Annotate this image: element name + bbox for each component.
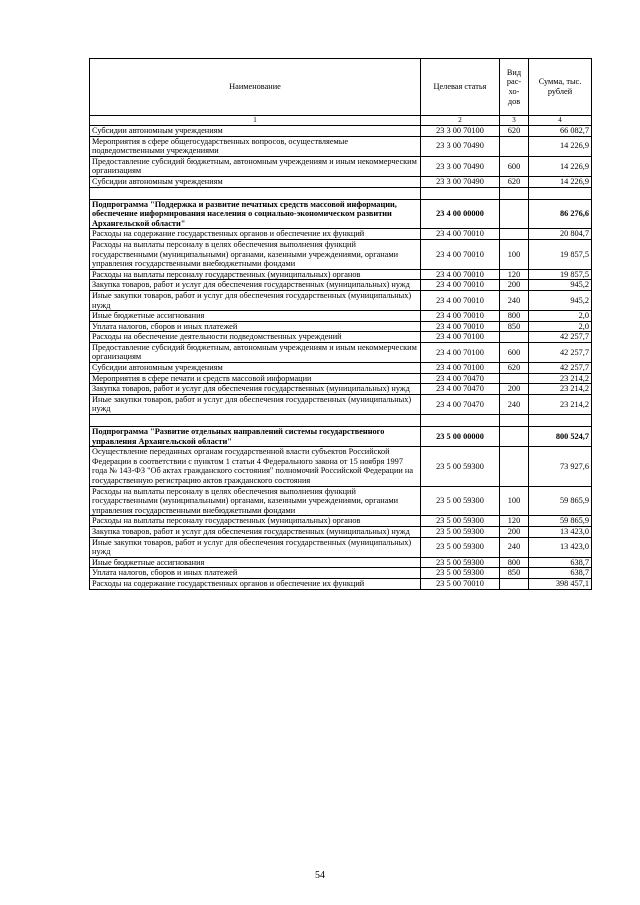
row-sum-cell: 59 865,9 xyxy=(529,486,592,516)
row-vid-cell xyxy=(500,578,529,589)
row-sum-cell: 19 857,5 xyxy=(529,269,592,280)
row-sum-cell: 42 257,7 xyxy=(529,363,592,374)
header-row xyxy=(90,59,592,116)
column-number: 2 xyxy=(421,116,500,126)
row-sum-cell: 20 804,7 xyxy=(529,229,592,240)
table-row xyxy=(90,199,592,229)
row-code-cell: 23 3 00 70490 xyxy=(421,136,500,156)
row-sum-cell: 42 257,7 xyxy=(529,332,592,343)
table-body xyxy=(90,126,592,590)
budget-table xyxy=(89,58,592,590)
row-name-cell: Расходы на выплаты персоналу в целях обеспечения выполнения функций государственными (муниципальными) органами, казенными учреждениями, органами управления государственными внебюджетными фондами xyxy=(90,486,421,516)
row-code-cell: 23 4 00 70010 xyxy=(421,290,500,310)
table-row xyxy=(90,239,592,269)
column-number: 3 xyxy=(500,116,529,126)
row-sum-cell: 2,0 xyxy=(529,321,592,332)
row-sum-cell: 14 226,9 xyxy=(529,156,592,176)
row-name-cell: Уплата налогов, сборов и иных платежей xyxy=(90,321,421,332)
row-name-cell: Мероприятия в сфере общегосударственных вопросов, осуществляемые подведомственными учреждениями xyxy=(90,136,421,156)
row-name-cell: Предоставление субсидий бюджетным, автономным учреждениям и иным некоммерческим организациям xyxy=(90,156,421,176)
row-vid-cell xyxy=(500,229,529,240)
row-name-cell: Предоставление субсидий бюджетным, автономным учреждениям и иным некоммерческим организациям xyxy=(90,342,421,362)
row-name-cell: Мероприятия в сфере печати и средств массовой информации xyxy=(90,373,421,384)
row-code-cell: 23 4 00 70010 xyxy=(421,229,500,240)
row-vid-cell: 850 xyxy=(500,568,529,579)
table-row xyxy=(90,156,592,176)
table-row xyxy=(90,321,592,332)
header-vid: Вид рас- хо- дов xyxy=(500,59,529,116)
row-code-cell: 23 5 00 59300 xyxy=(421,486,500,516)
row-code-cell: 23 4 00 70010 xyxy=(421,269,500,280)
page-number: 54 xyxy=(315,870,325,881)
table-row xyxy=(90,176,592,187)
budget-table-container xyxy=(89,58,591,590)
table-row xyxy=(90,557,592,568)
row-code-cell: 23 4 00 70010 xyxy=(421,321,500,332)
row-sum-cell: 398 457,1 xyxy=(529,578,592,589)
spacer-row xyxy=(90,187,592,199)
row-vid-cell: 120 xyxy=(500,269,529,280)
row-code-cell: 23 3 00 70490 xyxy=(421,176,500,187)
row-vid-cell: 200 xyxy=(500,384,529,395)
table-row xyxy=(90,342,592,362)
row-vid-cell xyxy=(500,199,529,229)
column-number: 1 xyxy=(90,116,421,126)
row-vid-cell: 800 xyxy=(500,557,529,568)
table-row xyxy=(90,373,592,384)
row-code-cell: 23 5 00 59300 xyxy=(421,526,500,537)
table-row xyxy=(90,290,592,310)
row-sum-cell: 66 082,7 xyxy=(529,126,592,137)
table-row xyxy=(90,229,592,240)
row-vid-cell xyxy=(500,187,529,199)
row-sum-cell: 638,7 xyxy=(529,557,592,568)
row-code-cell: 23 4 00 70010 xyxy=(421,311,500,322)
row-sum-cell: 2,0 xyxy=(529,311,592,322)
row-name-cell: Подпрограмма "Развитие отдельных направлений системы государственного управления Архангельской области" xyxy=(90,427,421,447)
table-row xyxy=(90,269,592,280)
row-code-cell: 23 5 00 70010 xyxy=(421,578,500,589)
row-vid-cell: 240 xyxy=(500,394,529,414)
row-sum-cell: 14 226,9 xyxy=(529,176,592,187)
table-row xyxy=(90,136,592,156)
row-sum-cell: 945,2 xyxy=(529,290,592,310)
row-name-cell: Иные закупки товаров, работ и услуг для обеспечения государственных (муниципальных) нужд xyxy=(90,290,421,310)
row-vid-cell xyxy=(500,373,529,384)
row-code-cell: 23 4 00 70100 xyxy=(421,342,500,362)
row-code-cell: 23 5 00 59300 xyxy=(421,447,500,486)
row-vid-cell: 200 xyxy=(500,526,529,537)
row-sum-cell: 23 214,2 xyxy=(529,373,592,384)
row-vid-cell: 120 xyxy=(500,516,529,527)
row-vid-cell: 100 xyxy=(500,239,529,269)
row-name-cell xyxy=(90,415,421,427)
row-vid-cell xyxy=(500,332,529,343)
table-row xyxy=(90,486,592,516)
row-name-cell xyxy=(90,187,421,199)
row-sum-cell: 86 276,6 xyxy=(529,199,592,229)
row-vid-cell: 240 xyxy=(500,290,529,310)
row-vid-cell xyxy=(500,447,529,486)
column-number-row xyxy=(90,116,592,126)
row-vid-cell: 620 xyxy=(500,126,529,137)
row-code-cell: 23 4 00 70470 xyxy=(421,373,500,384)
row-code-cell: 23 5 00 59300 xyxy=(421,557,500,568)
row-code-cell: 23 4 00 70100 xyxy=(421,363,500,374)
row-name-cell: Иные закупки товаров, работ и услуг для обеспечения государственных (муниципальных) нужд xyxy=(90,394,421,414)
spacer-row xyxy=(90,415,592,427)
table-row xyxy=(90,394,592,414)
row-vid-cell xyxy=(500,427,529,447)
table-row xyxy=(90,280,592,291)
row-name-cell: Иные бюджетные ассигнования xyxy=(90,311,421,322)
row-vid-cell: 200 xyxy=(500,280,529,291)
row-sum-cell: 23 214,2 xyxy=(529,384,592,395)
row-name-cell: Субсидии автономным учреждениям xyxy=(90,363,421,374)
table-row xyxy=(90,568,592,579)
row-name-cell: Расходы на выплаты персоналу государственных (муниципальных) органов xyxy=(90,269,421,280)
table-row xyxy=(90,516,592,527)
row-code-cell: 23 5 00 59300 xyxy=(421,516,500,527)
column-number: 4 xyxy=(529,116,592,126)
row-code-cell: 23 4 00 70010 xyxy=(421,239,500,269)
row-code-cell: 23 5 00 00000 xyxy=(421,427,500,447)
row-name-cell: Иные бюджетные ассигнования xyxy=(90,557,421,568)
row-vid-cell: 240 xyxy=(500,537,529,557)
header-sum: Сумма, тыс. рублей xyxy=(529,59,592,116)
row-code-cell xyxy=(421,187,500,199)
row-name-cell: Расходы на выплаты персоналу в целях обеспечения выполнения функций государственными (муниципальными) органами, казенными учреждениями, органами управления государственными внебюджетными фондами xyxy=(90,239,421,269)
row-code-cell: 23 4 00 70010 xyxy=(421,280,500,291)
row-code-cell: 23 4 00 70470 xyxy=(421,384,500,395)
table-row xyxy=(90,126,592,137)
row-name-cell: Субсидии автономным учреждениям xyxy=(90,176,421,187)
row-sum-cell: 19 857,5 xyxy=(529,239,592,269)
row-name-cell: Закупка товаров, работ и услуг для обеспечения государственных (муниципальных) нужд xyxy=(90,384,421,395)
row-vid-cell: 620 xyxy=(500,363,529,374)
row-code-cell: 23 5 00 59300 xyxy=(421,537,500,557)
row-sum-cell: 14 226,9 xyxy=(529,136,592,156)
row-name-cell: Закупка товаров, работ и услуг для обеспечения государственных (муниципальных) нужд xyxy=(90,526,421,537)
row-sum-cell: 638,7 xyxy=(529,568,592,579)
row-sum-cell xyxy=(529,415,592,427)
row-name-cell: Осуществление переданных органам государственной власти субъектов Российской Федерации в соответствии с пунктом 1 статьи 4 Федерального закона от 15 ноября 1997 года № 143-ФЗ "Об актах гражданского состояния" полномочий Российской Федерации на государственную регистрацию актов гражданского состояния xyxy=(90,447,421,486)
row-name-cell: Расходы на обеспечение деятельности подведомственных учреждений xyxy=(90,332,421,343)
row-code-cell: 23 3 00 70490 xyxy=(421,156,500,176)
row-sum-cell: 23 214,2 xyxy=(529,394,592,414)
row-vid-cell: 600 xyxy=(500,342,529,362)
table-row xyxy=(90,537,592,557)
row-name-cell: Расходы на содержание государственных органов и обеспечение их функций xyxy=(90,229,421,240)
row-sum-cell: 13 423,0 xyxy=(529,537,592,557)
table-row xyxy=(90,332,592,343)
row-code-cell: 23 5 00 59300 xyxy=(421,568,500,579)
row-code-cell: 23 4 00 70470 xyxy=(421,394,500,414)
row-vid-cell: 620 xyxy=(500,176,529,187)
table-row xyxy=(90,427,592,447)
row-vid-cell xyxy=(500,415,529,427)
row-code-cell: 23 4 00 70100 xyxy=(421,332,500,343)
header-code: Целевая статья xyxy=(421,59,500,116)
row-sum-cell: 800 524,7 xyxy=(529,427,592,447)
row-sum-cell: 73 927,6 xyxy=(529,447,592,486)
row-name-cell: Подпрограмма "Поддержка и развитие печатных средств массовой информации, обеспечение информирования населения о социально-экономическом развитии Архангельской области" xyxy=(90,199,421,229)
row-name-cell: Расходы на содержание государственных органов и обеспечение их функций xyxy=(90,578,421,589)
row-code-cell xyxy=(421,415,500,427)
row-name-cell: Закупка товаров, работ и услуг для обеспечения государственных (муниципальных) нужд xyxy=(90,280,421,291)
table-row xyxy=(90,363,592,374)
row-name-cell: Расходы на выплаты персоналу государственных (муниципальных) органов xyxy=(90,516,421,527)
row-code-cell: 23 3 00 70100 xyxy=(421,126,500,137)
row-vid-cell: 600 xyxy=(500,156,529,176)
row-vid-cell: 850 xyxy=(500,321,529,332)
row-sum-cell: 59 865,9 xyxy=(529,516,592,527)
row-name-cell: Иные закупки товаров, работ и услуг для обеспечения государственных (муниципальных) нужд xyxy=(90,537,421,557)
header-name: Наименование xyxy=(90,59,421,116)
row-sum-cell: 13 423,0 xyxy=(529,526,592,537)
table-row xyxy=(90,447,592,486)
row-vid-cell: 100 xyxy=(500,486,529,516)
row-vid-cell: 800 xyxy=(500,311,529,322)
row-vid-cell xyxy=(500,136,529,156)
row-name-cell: Субсидии автономным учреждениям xyxy=(90,126,421,137)
table-row xyxy=(90,311,592,322)
row-code-cell: 23 4 00 00000 xyxy=(421,199,500,229)
row-sum-cell xyxy=(529,187,592,199)
row-sum-cell: 42 257,7 xyxy=(529,342,592,362)
row-sum-cell: 945,2 xyxy=(529,280,592,291)
row-name-cell: Уплата налогов, сборов и иных платежей xyxy=(90,568,421,579)
table-row xyxy=(90,384,592,395)
table-row xyxy=(90,526,592,537)
table-row xyxy=(90,578,592,589)
